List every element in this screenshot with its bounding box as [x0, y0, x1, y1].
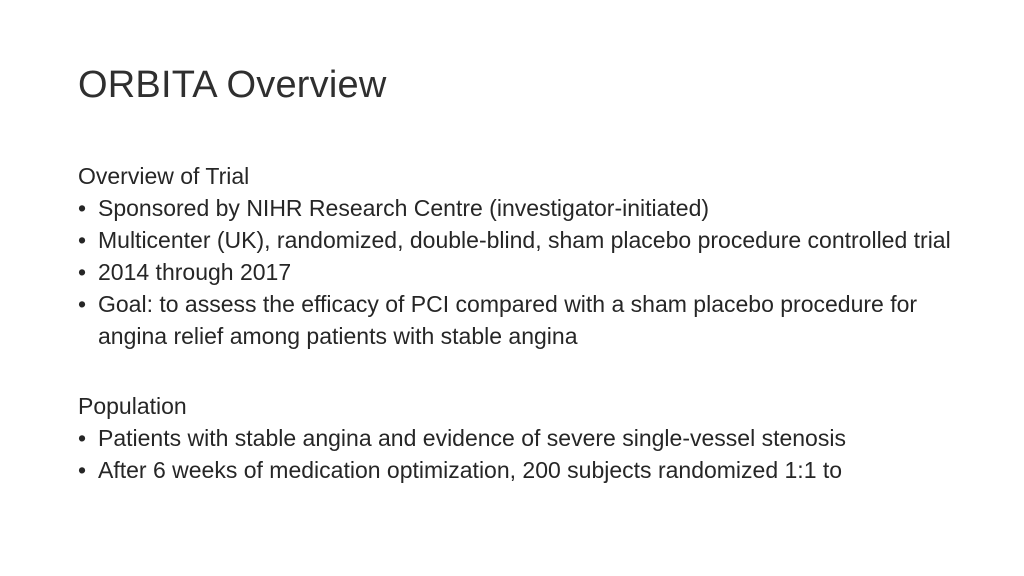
bullet-text: Sponsored by NIHR Research Centre (investigator-initiated)	[98, 195, 710, 221]
bullet-text: After 6 weeks of medication optimization, 200 subjects randomized 1:1 to	[98, 457, 843, 483]
section-overview-of-trial	[78, 160, 968, 352]
bullet-item	[78, 224, 968, 256]
bullet-item	[78, 288, 968, 352]
bullet-text: Patients with stable angina and evidence of severe single-vessel stenosis	[98, 425, 846, 451]
section-heading: Overview of Trial	[78, 163, 250, 189]
bullet-text: Goal: to assess the efficacy of PCI compared with a sham placebo procedure for angina relief among patients with stable angina	[98, 291, 918, 349]
bullet-text: Multicenter (UK), randomized, double-blind, sham placebo procedure controlled trial	[98, 227, 951, 253]
bullet-icon: •	[78, 195, 87, 221]
bullet-list	[78, 192, 968, 352]
bullet-item	[78, 256, 968, 288]
bullet-icon: •	[78, 457, 87, 483]
slide-title: ORBITA Overview	[78, 64, 387, 106]
bullet-text: 2014 through 2017	[98, 259, 292, 285]
bullet-item	[78, 454, 968, 486]
section-heading: Population	[78, 393, 187, 419]
section-population	[78, 390, 968, 486]
bullet-icon: •	[78, 227, 87, 253]
bullet-icon: •	[78, 291, 87, 317]
bullet-item	[78, 192, 968, 224]
bullet-list	[78, 422, 968, 486]
bullet-icon: •	[78, 259, 87, 285]
bullet-icon: •	[78, 425, 87, 451]
section-spacer	[78, 352, 968, 390]
slide-body	[78, 160, 968, 486]
bullet-item	[78, 422, 968, 454]
